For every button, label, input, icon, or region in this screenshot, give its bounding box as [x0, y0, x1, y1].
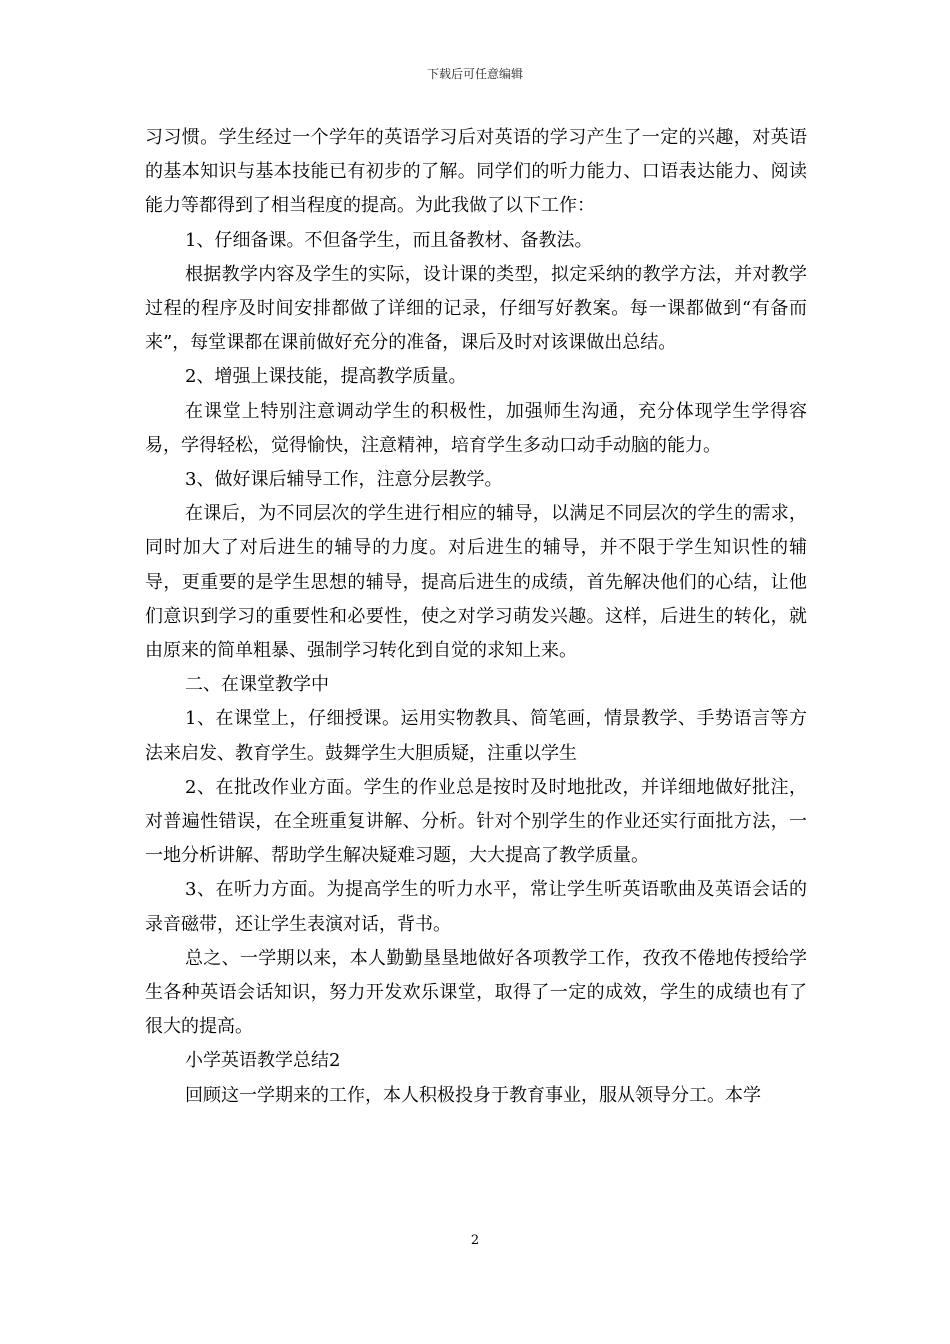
section-heading: 二、在课堂教学中	[185, 674, 329, 696]
paragraph-12: 总之、一学期以来，本人勤勤垦垦地做好各项教学工作，孜孜不倦地传授给学生各种英语会话知识，努力开发欢乐课堂，取得了一定的成效，学生的成绩也有了很大的提高。	[145, 947, 807, 1038]
paragraph-6: 3、做好课后辅导工作，注意分层教学。	[185, 469, 503, 491]
page-header: 下载后可任意编辑	[426, 67, 523, 81]
article-title: 小学英语教学总结2	[185, 1050, 341, 1072]
paragraph-4: 2、增强上课技能，提高教学质量。	[185, 366, 467, 388]
paragraph-7: 在课后，为不同层次的学生进行相应的辅导，以满足不同层次的学生的需求，同时加大了对后进生的辅导的力度。对后进生的辅导，并不限于学生知识性的辅导，更重要的是学生思想的辅导，提高后进生的成绩，首先解决他们的心结，让他们意识到学习的重要性和必要性，使之对学习萌发兴趣。这样，后进生的转化，就由原来的简单粗暴、强制学习转化到自觉的求知上来。	[145, 503, 807, 662]
page-number: 2	[470, 1233, 480, 1248]
paragraph-9: 1、在课堂上，仔细授课。运用实物教具、简笔画，情景教学、手势语言等方法来启发、教育学生。鼓舞学生大胆质疑，注重以学生	[145, 708, 807, 764]
paragraph-10: 2、在批改作业方面。学生的作业总是按时及时地批改，并详细地做好批注，对普遍性错误，在全班重复讲解、分析。针对个别学生的作业还实行面批方法，一一地分析讲解、帮助学生解决疑难习题，大大提高了教学质量。	[145, 776, 807, 867]
paragraph-2: 1、仔细备课。不但备学生，而且备教材、备教法。	[185, 229, 593, 251]
paragraph-5: 在课堂上特别注意调动学生的积极性，加强师生沟通，充分体现学生学得容易，学得轻松，觉得愉快，注意精神，培育学生多动口动手动脑的能力。	[145, 400, 807, 456]
document-body	[145, 121, 807, 1113]
paragraph-3: 根据教学内容及学生的实际，设计课的类型，拟定采纳的教学方法，并对教学过程的程序及时间安排都做了详细的记录，仔细写好教案。每一课都做到“有备而来”，每堂课都在课前做好充分的准备，课后及时对该课做出总结。	[145, 263, 807, 354]
paragraph-14: 回顾这一学期来的工作，本人积极投身于教育事业，服从领导分工。本学	[185, 1084, 761, 1106]
paragraph-11: 3、在听力方面。为提高学生的听力水平，常让学生听英语歌曲及英语会话的录音磁带，还让学生表演对话，背书。	[145, 879, 807, 935]
paragraph-1: 习习惯。学生经过一个学年的英语学习后对英语的学习产生了一定的兴趣，对英语的基本知识与基本技能已有初步的了解。同学们的听力能力、口语表达能力、阅读能力等都得到了相当程度的提高。为此我做了以下工作：	[145, 127, 807, 217]
